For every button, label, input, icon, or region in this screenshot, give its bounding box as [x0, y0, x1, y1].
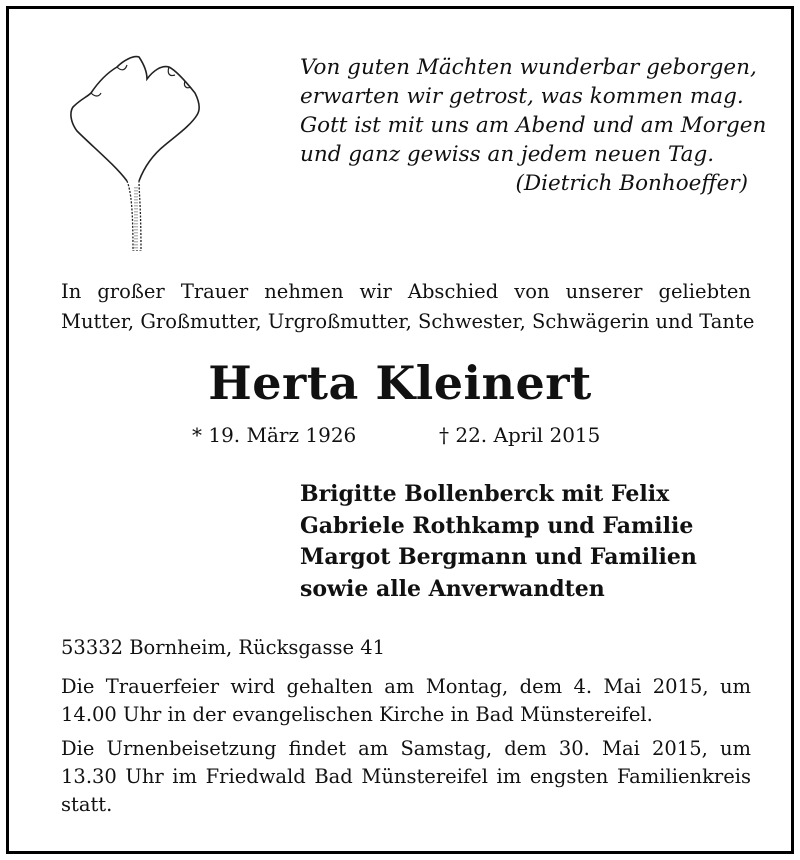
birth-date: * 19. März 1926	[192, 423, 357, 447]
obituary-notice	[6, 6, 794, 854]
urn-burial-info	[61, 735, 751, 819]
quote-line: und ganz gewiss an jedem neuen Tag.	[300, 142, 715, 167]
bonhoeffer-quote	[300, 53, 767, 198]
intro-line: In großer Trauer nehmen wir Abschied von unserer geliebten	[61, 280, 751, 303]
quote-line: erwarten wir getrost, was kommen mag.	[300, 84, 744, 109]
funeral-line: Die Trauerfeier wird gehalten am Montag, dem 4. Mai 2015, um	[61, 675, 751, 698]
death-date: † 22. April 2015	[439, 423, 601, 447]
intro-text	[61, 277, 755, 337]
quote-author: (Dietrich Bonhoeffer)	[515, 171, 748, 196]
mourner: sowie alle Anverwandten	[300, 575, 605, 602]
mourner: Margot Bergmann und Familien	[300, 544, 697, 570]
quote-line: Gott ist mit uns am Abend und am Morgen	[300, 113, 767, 138]
funeral-line: 14.00 Uhr in der evangelischen Kirche in Bad Münstereifel.	[61, 703, 653, 726]
mourner: Brigitte Bollenberck mit Felix	[300, 481, 670, 507]
funeral-info	[61, 673, 751, 729]
urn-line: Die Urnenbeisetzung findet am Samstag, dem 30. Mai 2015, um	[61, 737, 751, 760]
mourners-list	[300, 479, 760, 605]
family-address: 53332 Bornheim, Rücksgasse 41	[61, 636, 386, 659]
urn-line: statt.	[61, 793, 113, 816]
mourner: Gabriele Rothkamp und Familie	[300, 512, 694, 539]
urn-line: 13.30 Uhr im Friedwald Bad Münstereifel im engsten Familienkreis	[61, 765, 751, 788]
quote-line: Von guten Mächten wunderbar geborgen,	[300, 55, 757, 80]
ginkgo-leaf-icon	[61, 41, 211, 251]
intro-line: Mutter, Großmutter, Urgroßmutter, Schwester, Schwägerin und Tante	[61, 310, 755, 333]
deceased-name: Herta Kleinert	[208, 356, 592, 410]
